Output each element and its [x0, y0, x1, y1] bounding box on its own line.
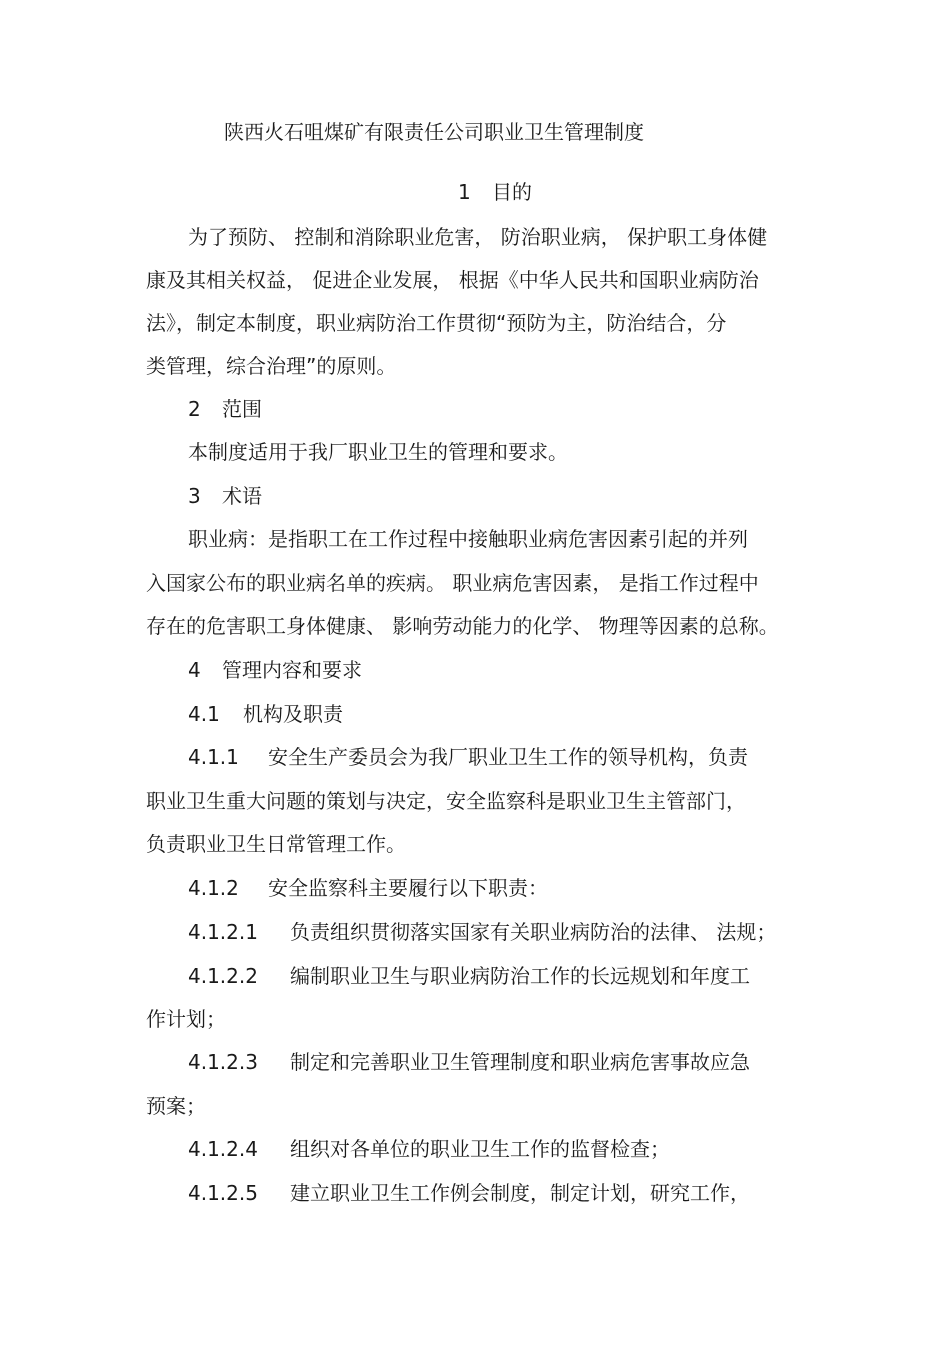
item-4-1-2-1-number: 4.1.2.1 [188, 920, 258, 944]
section-2-heading [188, 397, 262, 421]
item-4-1-2-2-line [188, 964, 750, 988]
item-4-1-2-3-number: 4.1.2.3 [188, 1050, 258, 1074]
item-4-1-2-4-line [188, 1137, 670, 1161]
clause-4-1-1-text: 安全生产委员会为我厂职业卫生工作的领导机构，负责 [268, 745, 748, 769]
subsection-4-1-heading [188, 702, 343, 726]
section-1-paragraph-line: 类管理，综合治理”的原则。 [146, 354, 397, 378]
section-3-title: 术语 [222, 484, 262, 508]
section-1-paragraph-line: 为了预防、 控制和消除职业危害， 防治职业病， 保护职工身体健 [188, 225, 768, 249]
clause-4-1-1-line [188, 745, 748, 769]
section-1-number: 1 [458, 180, 471, 204]
section-2-title: 范围 [222, 397, 262, 421]
clause-4-1-2-line [188, 876, 548, 900]
section-3-paragraph-line: 存在的危害职工身体健康、 影响劳动能力的化学、 物理等因素的总称。 [146, 614, 779, 638]
item-4-1-2-4-number: 4.1.2.4 [188, 1137, 258, 1161]
item-4-1-2-3-line [188, 1050, 750, 1074]
section-4-number: 4 [188, 658, 201, 682]
clause-4-1-1-number: 4.1.1 [188, 745, 239, 769]
subsection-4-1-title: 机构及职责 [243, 702, 343, 726]
subsection-4-1-number: 4.1 [188, 702, 220, 726]
section-3-heading [188, 484, 262, 508]
section-1-paragraph-line: 法》，制定本制度，职业病防治工作贯彻“预防为主，防治结合，分 [146, 311, 727, 335]
section-1-title: 目的 [492, 180, 532, 204]
section-2-paragraph-line: 本制度适用于我厂职业卫生的管理和要求。 [188, 440, 568, 464]
clause-4-1-1-continuation: 负责职业卫生日常管理工作。 [146, 832, 406, 856]
item-4-1-2-4-text: 组织对各单位的职业卫生工作的监督检查； [290, 1137, 670, 1161]
section-3-number: 3 [188, 484, 201, 508]
item-4-1-2-3-continuation: 预案； [146, 1094, 206, 1118]
item-4-1-2-1-line [188, 920, 776, 944]
document-title: 陕西火石咀煤矿有限责任公司职业卫生管理制度 [224, 120, 644, 144]
section-1-heading [458, 180, 532, 204]
section-4-title: 管理内容和要求 [222, 658, 362, 682]
section-2-number: 2 [188, 397, 201, 421]
item-4-1-2-3-text: 制定和完善职业卫生管理制度和职业病危害事故应急 [290, 1050, 750, 1074]
clause-4-1-2-number: 4.1.2 [188, 876, 239, 900]
item-4-1-2-5-number: 4.1.2.5 [188, 1181, 258, 1205]
item-4-1-2-5-line [188, 1181, 750, 1205]
item-4-1-2-5-text: 建立职业卫生工作例会制度，制定计划，研究工作， [290, 1181, 750, 1205]
clause-4-1-2-text: 安全监察科主要履行以下职责： [268, 876, 548, 900]
section-3-paragraph-line: 职业病：是指职工在工作过程中接触职业病危害因素引起的并列 [188, 527, 748, 551]
section-3-paragraph-line: 入国家公布的职业病名单的疾病。 职业病危害因素， 是指工作过程中 [146, 571, 759, 595]
section-4-heading [188, 658, 362, 682]
item-4-1-2-2-continuation: 作计划； [146, 1007, 226, 1031]
item-4-1-2-1-text: 负责组织贯彻落实国家有关职业病防治的法律、 法规； [290, 920, 777, 944]
section-1-paragraph-line: 康及其相关权益， 促进企业发展， 根据《中华人民共和国职业病防治 [146, 268, 759, 292]
clause-4-1-1-continuation: 职业卫生重大问题的策划与决定，安全监察科是职业卫生主管部门， [146, 789, 746, 813]
item-4-1-2-2-text: 编制职业卫生与职业病防治工作的长远规划和年度工 [290, 964, 750, 988]
item-4-1-2-2-number: 4.1.2.2 [188, 964, 258, 988]
